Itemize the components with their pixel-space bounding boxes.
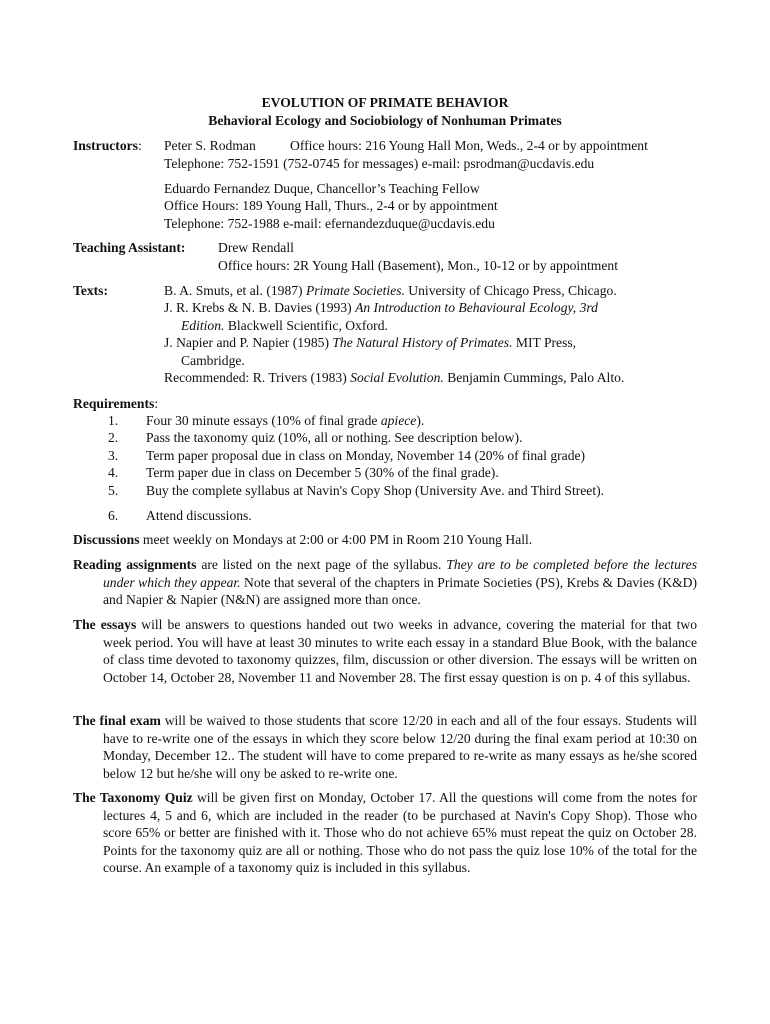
page-title: EVOLUTION OF PRIMATE BEHAVIOR [261, 95, 509, 110]
instructor-1-contact: Telephone: 752-1591 (752-0745 for messages) e-mail: psrodman@ucdavis.edu [164, 156, 595, 171]
discussions-paragraph: Discussions meet weekly on Mondays at 2:00 or 4:00 PM in Room 210 Young Hall. [73, 532, 533, 547]
requirement-number: 3. [108, 448, 119, 463]
text-smuts: B. A. Smuts, et al. (1987) Primate Societies. University of Chicago Press, Chicago. [164, 283, 617, 298]
requirement-number: 5. [108, 483, 119, 498]
requirements-label: Requirements [73, 396, 155, 411]
requirement-number: 4. [108, 465, 119, 480]
ta-name: Drew Rendall [218, 240, 294, 255]
taxonomy-paragraph: The Taxonomy Quiz will be given first on Monday, October 17. All the questions will come from the notes for lectures 4, 5 and 6, which are included in the reader (to be purchased at Navin's Copy Shop). Those who score 65% or better are finished with it. Those who do not achieve 65% must repeat the quiz on October 28. Points for the taxonomy quiz are all or nothing. Those who do not pass the quiz lose 10% of the total for the course. An example of a taxonomy quiz is included in this syllabus. [73, 790, 697, 876]
instructor-2-hours: Office Hours: 189 Young Hall, Thurs., 2-4 or by appointment [164, 198, 498, 213]
ta-label: Teaching Assistant: [73, 240, 186, 255]
instructors-heading [73, 137, 142, 155]
text-recommended: Recommended: R. Trivers (1983) Social Evolution. Benjamin Cummings, Palo Alto. [164, 370, 625, 385]
essays-paragraph: The essays will be answers to questions handed out two weeks in advance, covering the material for that two week period. You will have at least 30 minutes to write each essay in a standard Blue Book, with the balance of class time devoted to taxonomy quizzes, film, discussion or other diversion. The essays will be written on October 14, October 28, November 11 and November 28. The first essay question is on p. 4 of this syllabus. [73, 617, 697, 685]
requirements-heading: Requirements: [73, 396, 159, 411]
text-napier-cont: Cambridge. [181, 353, 245, 368]
final-exam-paragraph: The final exam will be waived to those students that score 12/20 in each and all of the four essays. Students will have to re-write one of the essays in which they score below 12/20 during the final exam period at 10:30 on Monday, December 12.. The student will have to come prepared to re-write as many essays as he/she scored below 12 but he/she will ony be asked to re-write one. [73, 713, 697, 781]
instructors-colon: : [137, 138, 142, 153]
requirement-item: Attend discussions. [146, 508, 252, 523]
requirement-item: Term paper proposal due in class on Monday, November 14 (20% of final grade) [146, 448, 586, 463]
instructor-1-name: Peter S. Rodman [164, 138, 256, 153]
requirement-number: 6. [108, 508, 119, 523]
text-napier: J. Napier and P. Napier (1985) The Natural History of Primates. MIT Press, [164, 335, 577, 350]
requirement-number: 2. [108, 430, 119, 445]
instructor-1-hours: Office hours: 216 Young Hall Mon, Weds., 2-4 or by appointment [290, 138, 648, 153]
ta-hours: Office hours: 2R Young Hall (Basement), Mon., 10-12 or by appointment [218, 258, 618, 273]
texts-label: Texts: [73, 283, 108, 298]
requirement-item: Buy the complete syllabus at Navin's Copy Shop (University Ave. and Third Street). [146, 483, 605, 498]
instructors-label: Instructors [73, 138, 138, 153]
page-subtitle: Behavioral Ecology and Sociobiology of Nonhuman Primates [208, 113, 562, 128]
instructor-2-contact: Telephone: 752-1988 e-mail: efernandezduque@ucdavis.edu [164, 216, 495, 231]
instructor-2-name: Eduardo Fernandez Duque, Chancellor’s Teaching Fellow [164, 181, 480, 196]
requirement-item: Term paper due in class on December 5 (30% of the final grade). [146, 465, 499, 480]
text-krebs: J. R. Krebs & N. B. Davies (1993) An Introduction to Behavioural Ecology, 3rd [164, 300, 598, 315]
text-krebs-cont: Edition. Blackwell Scientific, Oxford. [181, 318, 388, 333]
reading-paragraph: Reading assignments are listed on the next page of the syllabus. They are to be completed before the lectures under which they appear. Note that several of the chapters in Primate Societies (PS), Krebs & Davies (K&D) and Napier & Napier (N&N) are assigned more than once. [73, 557, 697, 608]
requirement-item: Four 30 minute essays (10% of final grade apiece). [146, 413, 425, 428]
requirement-item: Pass the taxonomy quiz (10%, all or nothing. See description below). [146, 430, 523, 445]
requirement-number: 1. [108, 413, 119, 428]
